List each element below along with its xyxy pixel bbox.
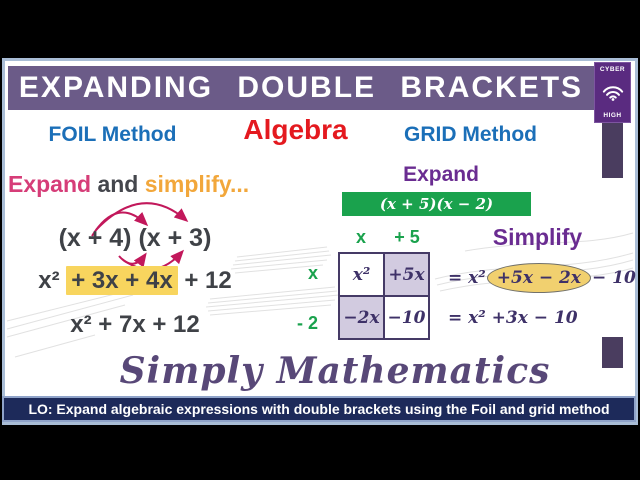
subject-heading: Algebra	[243, 114, 348, 145]
grid-equation-1	[448, 263, 636, 293]
instruction-and: and	[91, 171, 145, 197]
grid-col-label-1: x	[355, 227, 366, 247]
page-title: EXPANDING DOUBLE BRACKETS	[18, 71, 584, 104]
grid-simplify-label: Simplify	[492, 224, 583, 250]
grid-expand-label: Expand	[403, 163, 479, 186]
learning-objective-bar	[2, 396, 636, 422]
slide	[2, 58, 638, 425]
wifi-icon	[602, 84, 624, 101]
grid-column-labels	[338, 227, 430, 248]
grid-eq1-circled-terms: +5x − 2x	[487, 263, 591, 293]
grid-table	[338, 252, 430, 340]
grid-method-heading: GRID Method	[404, 123, 537, 146]
grid-expression: (x + 5)(x − 2)	[379, 195, 494, 213]
grid-cell-neg2x: −2x	[340, 297, 383, 338]
instruction-expand: Expand	[8, 171, 92, 197]
letterbox-top	[0, 0, 640, 58]
logo-top-label: CYBER	[599, 66, 626, 73]
foil-method-heading: FOIL Method	[48, 123, 177, 146]
foil-expanded-pre: x²	[38, 267, 60, 294]
grid-cell-5x: +5x	[385, 254, 428, 295]
learning-objective-text: LO: Expand algebraic expressions with double brackets using the Foil and grid method	[28, 401, 610, 417]
foil-expanded-post: + 12	[184, 267, 232, 294]
letterbox-bottom	[0, 425, 640, 480]
title-banner	[8, 66, 594, 110]
grid-row-label-1: x	[307, 263, 318, 283]
grid-cell-neg10: −10	[385, 297, 428, 338]
foil-expanded-highlight: + 3x + 4x	[66, 266, 177, 295]
grid-col-label-2: + 5	[394, 227, 420, 247]
foil-expanded-line	[10, 267, 260, 295]
grid-row-label-2: - 2	[296, 313, 318, 333]
foil-expression: (x + 4) (x + 3)	[58, 224, 212, 252]
cyber-high-logo	[594, 62, 631, 123]
grid-eq1-suffix: − 10	[592, 268, 636, 288]
grid-eq1-prefix: = x²	[448, 268, 486, 288]
grid-expression-box	[342, 192, 531, 216]
foil-simplified-line: x² + 7x + 12	[70, 311, 200, 338]
logo-bottom-label: HIGH	[603, 112, 622, 119]
grid-cell-x2: x²	[340, 254, 383, 295]
instruction-simplify: simplify...	[144, 171, 250, 197]
watermark-simply-mathematics: Simply Mathematics	[119, 350, 551, 392]
grid-equation-2: = x² +3x − 10	[448, 308, 578, 328]
